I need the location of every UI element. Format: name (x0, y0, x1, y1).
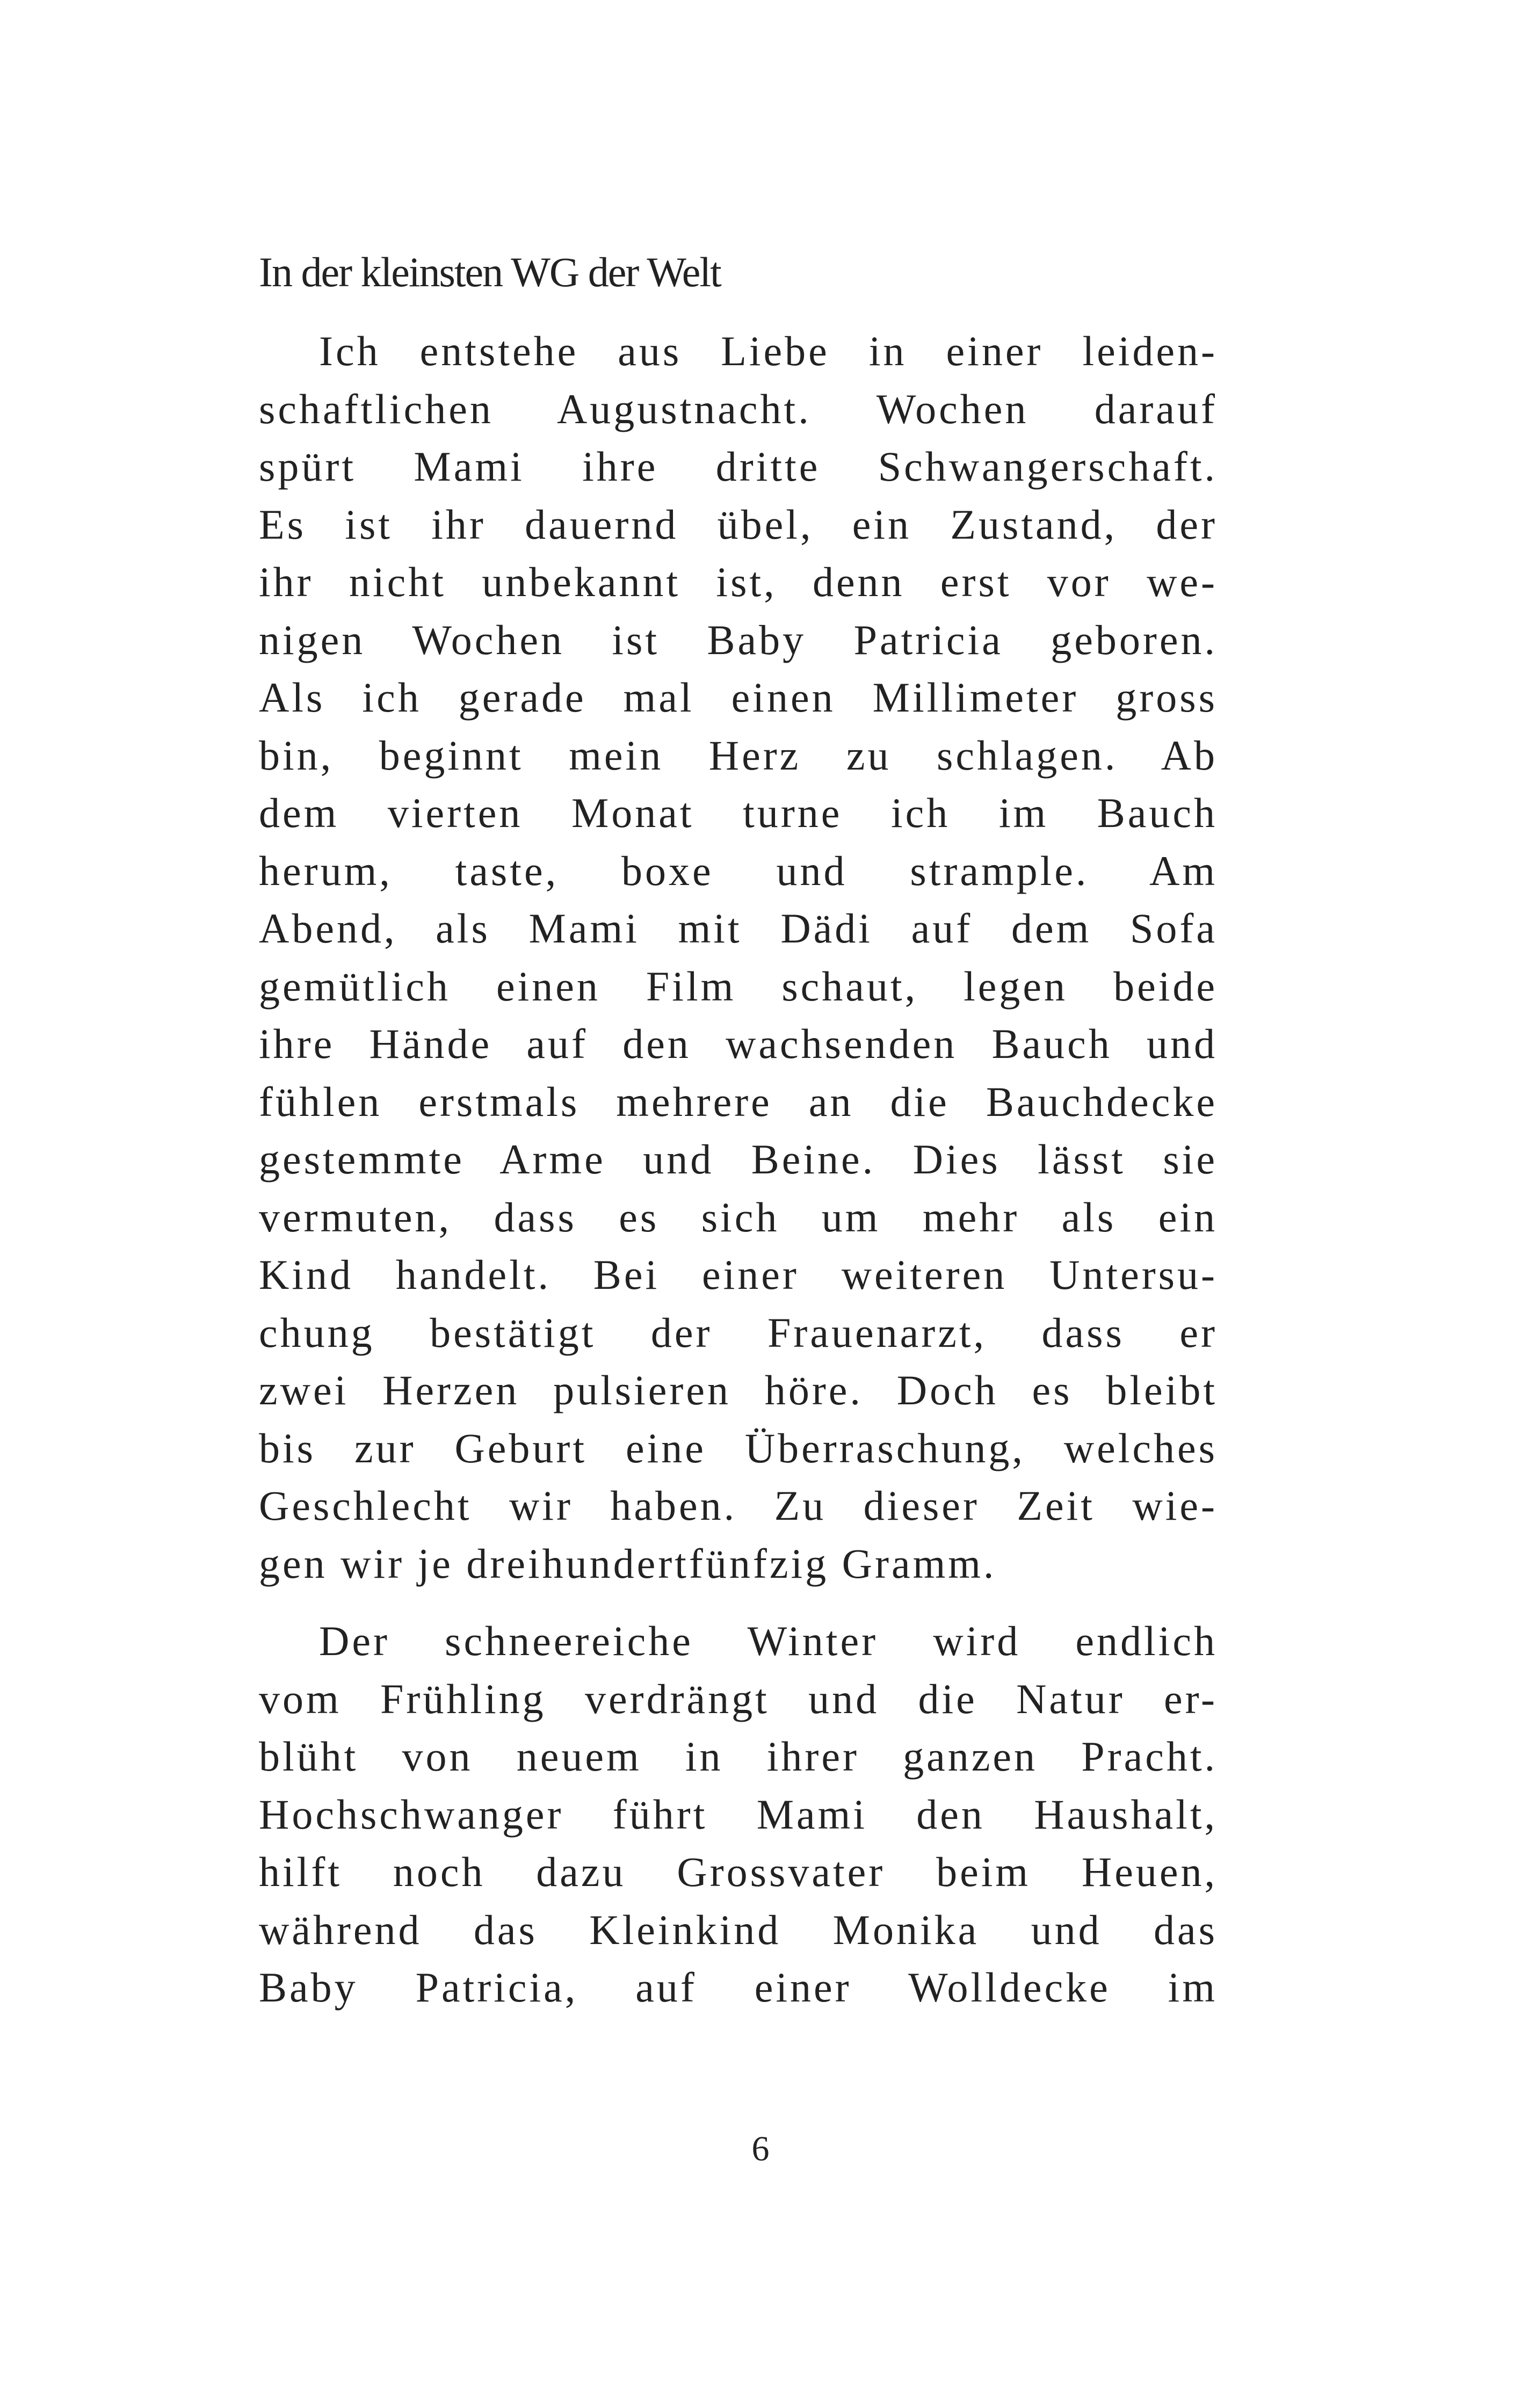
text-line: gemütlich einen Film schaut, legen beide (259, 962, 1218, 1010)
text-line: blüht von neuem in ihrer ganzen Pracht. (259, 1733, 1218, 1780)
text-line: hilft noch dazu Grossvater beim Heuen, (259, 1848, 1218, 1895)
text-line: zwei Herzen pulsieren höre. Doch es bleibt (259, 1367, 1218, 1413)
text-line: Hochschwanger führt Mami den Haushalt, (259, 1790, 1218, 1838)
text-line: Es ist ihr dauernd übel, ein Zustand, der (259, 501, 1218, 548)
text-line: bis zur Geburt eine Überraschung, welches (259, 1424, 1218, 1471)
text-line: spürt Mami ihre dritte Schwangerschaft. (259, 443, 1218, 490)
text-line: schaftlichen Augustnacht. Wochen darauf (259, 385, 1218, 432)
chapter-title: In der kleinsten WG der Welt (259, 249, 721, 295)
text-line: chung bestätigt der Frauenarzt, dass er (259, 1309, 1218, 1356)
text-line: Baby Patricia, auf einer Wolldecke im (259, 1964, 1218, 2011)
text-line: während das Kleinkind Monika und das (259, 1906, 1218, 1953)
text-line: Geschlecht wir haben. Zu dieser Zeit wie- (259, 1482, 1218, 1529)
paragraph-1 (259, 322, 1218, 1592)
text-line: gen wir je dreihundertfünfzig Gramm. (259, 1540, 997, 1587)
text-line: Der schneereiche Winter wird endlich (319, 1618, 1218, 1664)
text-line: fühlen erstmals mehrere an die Bauchdecke (259, 1078, 1218, 1125)
text-line: vom Frühling verdrängt und die Natur er- (259, 1675, 1218, 1722)
text-line: ihr nicht unbekannt ist, denn erst vor we- (259, 559, 1218, 605)
text-line: dem vierten Monat turne ich im Bauch (259, 789, 1218, 836)
paragraph-2 (259, 1612, 1218, 2017)
text-line: herum, taste, boxe und strample. Am (259, 847, 1218, 894)
text-line: bin, beginnt mein Herz zu schlagen. Ab (259, 731, 1218, 779)
text-line: Als ich gerade mal einen Millimeter gross (259, 674, 1218, 721)
page-number: 6 (751, 2129, 770, 2168)
text-line: Abend, als Mami mit Dädi auf dem Sofa (259, 905, 1218, 952)
text-line: ihre Hände auf den wachsenden Bauch und (259, 1020, 1218, 1067)
text-line: vermuten, dass es sich um mehr als ein (259, 1193, 1218, 1241)
text-line: Kind handelt. Bei einer weiteren Untersu- (259, 1251, 1218, 1298)
text-line: gestemmte Arme und Beine. Dies lässt sie (259, 1136, 1218, 1183)
text-line: nigen Wochen ist Baby Patricia geboren. (259, 616, 1218, 663)
text-line: Ich entstehe aus Liebe in einer leiden- (319, 328, 1218, 374)
